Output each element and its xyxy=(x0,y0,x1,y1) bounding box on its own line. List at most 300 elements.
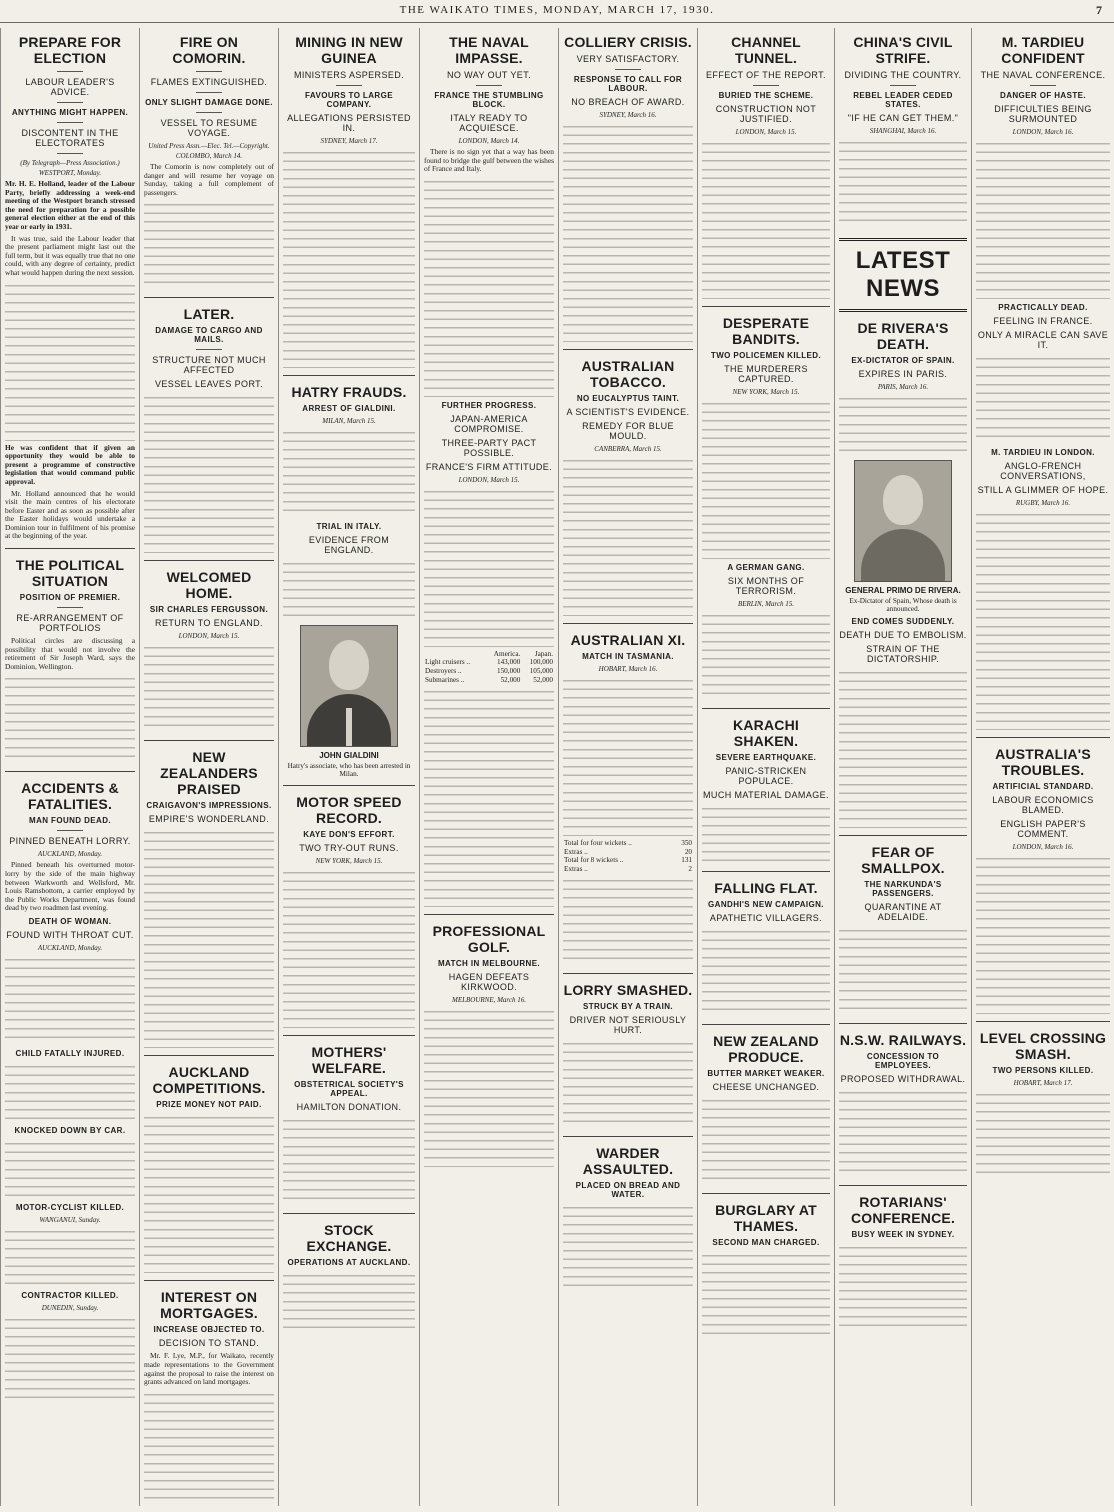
subhead: PANIC-STRICKEN POPULACE. xyxy=(725,766,807,786)
headline-warder-assaulted: WARDER ASSAULTED. xyxy=(582,1145,674,1178)
table-row xyxy=(563,856,693,865)
subhead: VERY SATISFACTORY. xyxy=(576,54,680,64)
dateline: LONDON, March 15. xyxy=(458,475,520,484)
subhead: FRANCE THE STUMBLING BLOCK. xyxy=(434,91,544,109)
article-text-block xyxy=(424,687,554,907)
article-text-block xyxy=(5,1062,135,1122)
subhead: MAN FOUND DEAD. xyxy=(29,816,111,826)
divider xyxy=(839,1023,967,1024)
headline-nz-produce: NEW ZEALAND PRODUCE. xyxy=(713,1033,819,1065)
article-text-block xyxy=(144,393,274,553)
headline-karachi-shaken: KARACHI SHAKEN. xyxy=(733,717,799,749)
subhead: SEVERE EARTHQUAKE. xyxy=(715,753,817,762)
subhead: ANGLO-FRENCH CONVERSATIONS, xyxy=(1000,461,1086,481)
headline-stock-exchange: STOCK EXCHANGE. xyxy=(306,1222,392,1254)
divider xyxy=(283,785,415,786)
subhead: CHILD FATALLY INJURED. xyxy=(15,1049,125,1058)
masthead xyxy=(0,0,1114,23)
article-text-block xyxy=(976,1090,1110,1180)
subhead: PROPOSED WITHDRAWAL. xyxy=(840,1074,966,1084)
article-text-block xyxy=(976,510,1110,730)
photo-caption-sub: Ex-Dictator of Spain, Whose death is announced. xyxy=(849,597,957,613)
article-text-block xyxy=(283,559,415,619)
dateline: RUGBY, March 16. xyxy=(1015,499,1071,507)
article-text-block xyxy=(839,138,967,228)
article-text-block xyxy=(5,281,135,441)
dateline: SYDNEY, March 16. xyxy=(599,111,657,119)
table-cell: 150,000 xyxy=(496,666,521,675)
headline-nsw-railways: N.S.W. RAILWAYS. xyxy=(839,1032,967,1048)
column-6 xyxy=(697,28,834,1506)
headline-tardieu-confident: M. TARDIEU CONFIDENT xyxy=(1001,34,1085,66)
article-text-block xyxy=(839,1243,967,1333)
divider xyxy=(144,1055,274,1056)
score-table xyxy=(563,839,693,873)
subhead: PINNED BENEATH LORRY. xyxy=(9,836,131,847)
portrait-tie xyxy=(346,708,352,746)
subhead: END COMES SUDDENLY. xyxy=(851,617,955,626)
divider xyxy=(196,349,222,350)
dateline: LONDON, March 15. xyxy=(735,128,797,136)
subhead: MUCH MATERIAL DAMAGE. xyxy=(703,790,829,800)
subhead: FOUND WITH THROAT CUT. xyxy=(6,930,134,940)
article-text-block xyxy=(976,354,1110,444)
subhead: ONLY A MIRACLE CAN SAVE IT. xyxy=(977,330,1109,350)
divider xyxy=(702,708,830,709)
divider xyxy=(702,1024,830,1025)
portrait-head xyxy=(883,475,923,525)
subhead: THE MURDERERS CAPTURED. xyxy=(724,364,808,384)
subhead: HAMILTON DONATION. xyxy=(296,1102,402,1112)
table-cell: 143,000 xyxy=(496,658,521,667)
credit: (By Telegraph—Press Association.) xyxy=(20,159,120,167)
subhead: MINISTERS ASPERSED. xyxy=(293,70,405,80)
table-row xyxy=(424,667,554,676)
subhead: PLACED ON BREAD AND WATER. xyxy=(575,1181,681,1200)
subhead: M. TARDIEU IN LONDON. xyxy=(991,448,1095,457)
table-row xyxy=(424,650,554,659)
headline-accidents: ACCIDENTS & FATALITIES. xyxy=(21,780,119,813)
article-text-block xyxy=(976,854,1110,1014)
subhead: LABOUR LEADER'S ADVICE. xyxy=(25,77,115,97)
divider xyxy=(563,623,693,624)
subhead: DEATH OF WOMAN. xyxy=(28,917,112,926)
headline-australias-troubles: AUSTRALIA'S TROUBLES. xyxy=(995,746,1091,778)
latest-news-banner: LATEST NEWS xyxy=(839,238,967,312)
table-cell: Submarines .. xyxy=(425,675,465,684)
dateline: LONDON, March 15. xyxy=(178,632,240,641)
subhead: QUARANTINE AT ADELAIDE. xyxy=(864,902,942,922)
divider xyxy=(424,914,554,915)
table-row xyxy=(563,848,693,857)
table-cell: Light cruisers .. xyxy=(425,658,471,667)
subhead: FRANCE'S FIRM ATTITUDE. xyxy=(425,461,553,472)
subhead: PRACTICALLY DEAD. xyxy=(998,303,1088,312)
article-text-block xyxy=(283,1116,415,1206)
article-text-block xyxy=(283,148,415,368)
subhead: NO BREACH OF AWARD. xyxy=(571,97,685,107)
divider xyxy=(5,771,135,772)
subhead: EMPIRE'S WONDERLAND. xyxy=(148,814,270,825)
dateline: LONDON, March 14. xyxy=(458,137,520,145)
article-text-block xyxy=(976,139,1110,299)
table-cell: Japan. xyxy=(534,649,553,658)
article-text-block xyxy=(702,804,830,864)
divider xyxy=(196,71,222,72)
subhead: STILL A GLIMMER OF HOPE. xyxy=(977,485,1109,495)
article-text-block xyxy=(144,643,274,733)
article-text-block xyxy=(563,122,693,342)
article-text-block xyxy=(563,876,693,966)
dateline: BERLIN, March 15. xyxy=(737,600,795,608)
subhead: RE-ARRANGEMENT OF PORTFOLIOS xyxy=(16,613,124,634)
article-text-block xyxy=(839,926,967,1016)
subhead: ANYTHING MIGHT HAPPEN. xyxy=(11,108,129,117)
lead-paragraph: He was confident that if given an opportunity they would be able to present a programme of constructive legislation that would command public approval. xyxy=(5,442,135,486)
divider xyxy=(476,85,502,86)
divider xyxy=(563,349,693,350)
headline-burglary-thames: BURGLARY AT THAMES. xyxy=(715,1202,817,1234)
article-text-block xyxy=(144,1390,274,1506)
headline-de-riveras-death: DE RIVERA'S DEATH. xyxy=(857,320,949,352)
table-row xyxy=(563,839,693,848)
article-text-block xyxy=(563,456,693,616)
subhead: ONLY SLIGHT DAMAGE DONE. xyxy=(145,98,273,107)
headline-hatry-frauds: HATRY FRAUDS. xyxy=(291,384,407,400)
subhead: "IF HE CAN GET THEM." xyxy=(847,113,959,123)
subhead: FAVOURS TO LARGE COMPANY. xyxy=(305,91,393,109)
divider xyxy=(563,973,693,974)
divider xyxy=(976,737,1110,738)
headline-political-situation: THE POLITICAL SITUATION xyxy=(15,557,125,590)
divider xyxy=(144,297,274,298)
article-paragraph: Mr. F. Lye, M.P., for Waikato, recently made representations to the Government against the proposal to raise the interest on grants advanced on land mortgages. xyxy=(144,1351,274,1387)
subhead: NO WAY OUT YET. xyxy=(446,70,532,80)
headline-desperate-bandits: DESPERATE BANDITS. xyxy=(722,315,810,347)
article-text-block xyxy=(424,1007,554,1167)
table-cell xyxy=(424,650,485,659)
column-1 xyxy=(0,28,139,1506)
headline-falling-flat: FALLING FLAT. xyxy=(714,880,818,896)
headline-interest-on-mortgages: INTEREST ON MORTGAGES. xyxy=(160,1289,258,1322)
table-cell: Total for four wickets .. xyxy=(564,839,632,847)
table-cell: Destroyers .. xyxy=(425,666,462,675)
subhead: CONSTRUCTION NOT JUSTIFIED. xyxy=(715,104,817,124)
dateline: WESTPORT, Monday. xyxy=(38,169,102,177)
subhead: KAYE DON'S EFFORT. xyxy=(303,830,395,839)
headline-mining-new-guinea: MINING IN NEW GUINEA xyxy=(295,34,403,66)
subhead: REBEL LEADER CEDED STATES. xyxy=(853,91,953,109)
divider xyxy=(890,85,916,86)
subhead: A SCIENTIST'S EVIDENCE. xyxy=(566,407,690,417)
article-paragraph: Pinned beneath his overturned motor-lorry by the side of the main highway between Warkworth and Wellsford, Mr. Louis Ramsbottom, a carrier employed by the Public Works Department, was found dead by two roadmen last evening. xyxy=(5,860,135,913)
divider xyxy=(144,1280,274,1281)
article-text-block xyxy=(702,1096,830,1186)
subhead: DISCONTENT IN THE ELECTORATES xyxy=(21,128,119,148)
subhead: A GERMAN GANG. xyxy=(727,563,805,572)
divider xyxy=(283,375,415,376)
article-text-block xyxy=(5,674,135,764)
table-cell: 131 xyxy=(681,856,692,865)
dateline: CANBERRA, March 15. xyxy=(594,445,662,453)
table-cell: 52,000 xyxy=(500,675,521,684)
divider xyxy=(57,71,83,72)
subhead: ARTIFICIAL STANDARD. xyxy=(992,782,1094,791)
subhead: HAGEN DEFEATS KIRKWOOD. xyxy=(448,972,530,993)
divider xyxy=(57,102,83,103)
subhead: APATHETIC VILLAGERS. xyxy=(709,913,823,923)
subhead: NO EUCALYPTUS TAINT. xyxy=(576,394,680,403)
headline-lorry-smashed: LORRY SMASHED. xyxy=(563,982,693,999)
subhead: CHEESE UNCHANGED. xyxy=(712,1082,820,1092)
photo-caption-sub: Hatry's associate, who has been arrested in Milan. xyxy=(287,762,411,778)
subhead: MOTOR-CYCLIST KILLED. xyxy=(15,1203,125,1212)
divider xyxy=(702,1193,830,1194)
article-text-block xyxy=(283,868,415,1028)
headline-auckland-competitions: AUCKLAND COMPETITIONS. xyxy=(152,1064,266,1097)
subhead: TWO PERSONS KILLED. xyxy=(992,1066,1094,1075)
portrait-photo xyxy=(854,460,952,582)
subhead: THREE-PARTY PACT POSSIBLE. xyxy=(441,437,537,458)
subhead: ALLEGATIONS PERSISTED IN. xyxy=(287,113,411,133)
lead-paragraph: Mr. H. E. Holland, leader of the Labour Party, briefly addressing a week-end meeting of the Westport branch stressed the need for preparation for a possible general election either at the end of this year or early in 1931. xyxy=(5,179,135,231)
subhead: STRUCK BY A TRAIN. xyxy=(582,1002,674,1012)
subhead: GANDHI'S NEW CAMPAIGN. xyxy=(708,900,824,909)
headline-channel-tunnel: CHANNEL TUNNEL. xyxy=(731,34,801,66)
article-paragraph: There is no sign yet that a way has been found to bridge the gulf between the wishes of France and Italy. xyxy=(424,147,554,174)
subhead: PRIZE MONEY NOT PAID. xyxy=(156,1100,262,1110)
divider xyxy=(839,835,967,836)
photo-caption: GENERAL PRIMO DE RIVERA. xyxy=(845,586,961,595)
divider xyxy=(336,85,362,86)
article-text-block xyxy=(5,955,135,1045)
dateline: COLOMBO, March 14. xyxy=(175,152,243,160)
photo-caption: JOHN GIALDINI xyxy=(319,751,379,760)
headline-motor-speed-record: MOTOR SPEED RECORD. xyxy=(296,794,402,826)
subhead: POSITION OF PREMIER. xyxy=(19,593,121,603)
divider xyxy=(1030,85,1056,86)
article-text-block xyxy=(5,1315,135,1405)
column-4 xyxy=(419,28,558,1506)
subhead: KNOCKED DOWN BY CAR. xyxy=(14,1126,126,1135)
headline-new-zealanders-praised: NEW ZEALANDERS PRAISED xyxy=(160,749,258,798)
headline-colliery-crisis: COLLIERY CRISIS. xyxy=(564,34,692,50)
article-text-block xyxy=(144,1113,274,1273)
subhead: STRAIN OF THE DICTATORSHIP. xyxy=(866,644,940,664)
portrait-photo xyxy=(300,625,398,747)
subhead: SIX MONTHS OF TERRORISM. xyxy=(727,576,805,596)
dateline: LONDON, March 16. xyxy=(1012,843,1074,851)
divider xyxy=(57,607,83,608)
divider xyxy=(5,548,135,549)
article-text-block xyxy=(839,1088,967,1178)
dateline: LONDON, March 16. xyxy=(1012,128,1074,136)
article-text-block xyxy=(563,1203,693,1293)
subhead: RETURN TO ENGLAND. xyxy=(155,618,263,629)
subhead: BUSY WEEK IN SYDNEY. xyxy=(851,1230,955,1239)
column-5 xyxy=(558,28,697,1506)
article-text-block xyxy=(144,828,274,1048)
article-paragraph: It was true, said the Labour leader that the present parliament might last out the full term, but it was equally true that no one could, with any degree of certainty, predict what would happen during the next session. xyxy=(5,233,135,277)
subhead: JAPAN-AMERICA COMPROMISE. xyxy=(450,413,528,434)
subhead: TWO TRY-OUT RUNS. xyxy=(299,843,399,853)
article-text-block xyxy=(702,611,830,701)
dateline: NEW YORK, March 15. xyxy=(732,388,800,396)
table-cell: 100,000 xyxy=(529,658,553,667)
table-cell: 350 xyxy=(681,839,692,847)
subhead: DECISION TO STAND. xyxy=(158,1338,260,1349)
subhead: DIFFICULTIES BEING SURMOUNTED xyxy=(994,104,1092,124)
divider xyxy=(753,85,779,86)
subhead: REMEDY FOR BLUE MOULD. xyxy=(582,421,674,441)
subhead: ARREST OF GIALDINI. xyxy=(302,404,396,413)
divider xyxy=(57,122,83,123)
column-7 xyxy=(834,28,971,1506)
divider xyxy=(283,1035,415,1036)
subhead: VESSEL LEAVES PORT. xyxy=(155,379,263,390)
subhead: BUTTER MARKET WEAKER. xyxy=(707,1069,825,1078)
divider xyxy=(563,1136,693,1137)
table-row xyxy=(563,865,693,874)
subhead: BURIED THE SCHEME. xyxy=(718,91,814,100)
subhead: MATCH IN MELBOURNE. xyxy=(437,959,541,969)
column-2 xyxy=(139,28,278,1506)
subhead: DRIVER NOT SERIOUSLY HURT. xyxy=(569,1015,687,1036)
dateline: AUCKLAND, Monday. xyxy=(37,850,103,859)
subhead: INCREASE OBJECTED TO. xyxy=(153,1325,265,1335)
dateline: AUCKLAND, Monday. xyxy=(37,944,103,952)
divider xyxy=(615,69,641,70)
subhead: RESPONSE TO CALL FOR LABOUR. xyxy=(573,75,683,93)
table-row xyxy=(424,658,554,667)
article-text-block xyxy=(424,177,554,397)
subhead: EX-DICTATOR OF SPAIN. xyxy=(851,356,955,365)
credit: United Press Assn.—Elec. Tel.—Copyright. xyxy=(148,142,270,150)
headline-rotarians-conference: ROTARIANS' CONFERENCE. xyxy=(850,1194,956,1226)
table-cell: 52,000 xyxy=(533,675,553,684)
table-cell: 2 xyxy=(688,864,692,873)
article-text-block xyxy=(5,1227,135,1287)
article-text-block xyxy=(702,139,830,299)
headline-naval-impasse: THE NAVAL IMPASSE. xyxy=(449,34,529,66)
subhead: MATCH IN TASMANIA. xyxy=(582,652,674,661)
article-text-block xyxy=(702,399,830,559)
table-cell: 20 xyxy=(684,847,692,856)
table-cell: 105,000 xyxy=(529,666,553,675)
column-8 xyxy=(971,28,1114,1506)
divider xyxy=(283,1213,415,1214)
subhead: TWO POLICEMEN KILLED. xyxy=(710,351,822,360)
headline-china-civil-strife: CHINA'S CIVIL STRIFE. xyxy=(853,34,953,66)
subhead: STRUCTURE NOT MUCH AFFECTED xyxy=(152,355,266,376)
divider xyxy=(839,1185,967,1186)
table-cell: Extras .. xyxy=(564,864,588,873)
article-text-block xyxy=(702,1251,830,1341)
portrait-head xyxy=(329,640,369,690)
divider xyxy=(976,1021,1110,1022)
dateline: MILAN, March 15. xyxy=(322,417,376,425)
divider xyxy=(57,830,83,831)
divider xyxy=(57,153,83,154)
column-3 xyxy=(278,28,419,1506)
table-cell: America. xyxy=(493,649,521,658)
headline-fire-on-comorin: FIRE ON COMORIN. xyxy=(172,34,246,66)
headline-prepare-for-election: PREPARE FOR ELECTION xyxy=(18,34,122,66)
subhead: DIVIDING THE COUNTRY. xyxy=(844,70,962,80)
headline-australian-tobacco: AUSTRALIAN TOBACCO. xyxy=(581,358,675,390)
headline-later: LATER. xyxy=(183,306,235,323)
dateline: HOBART, March 16. xyxy=(598,665,658,673)
article-paragraph: The Comorin is now completely out of danger and will resume her voyage on Sunday, taking a full complement of passengers. xyxy=(144,162,274,197)
dateline: HOBART, March 17. xyxy=(1013,1079,1073,1087)
article-text-block xyxy=(424,487,554,647)
headline-fear-of-smallpox: FEAR OF SMALLPOX. xyxy=(861,844,945,876)
subhead: OPERATIONS AT AUCKLAND. xyxy=(287,1258,411,1267)
article-text-block xyxy=(839,668,967,828)
dateline: SYDNEY, March 17. xyxy=(320,137,378,145)
article-text-block xyxy=(563,676,693,836)
subhead: FURTHER PROGRESS. xyxy=(441,400,537,410)
divider xyxy=(196,92,222,93)
subhead: ENGLISH PAPER'S COMMENT. xyxy=(1000,819,1086,839)
dateline: MELBOURNE, March 16. xyxy=(451,996,526,1005)
subhead: FEELING IN FRANCE. xyxy=(993,316,1093,326)
article-text-block xyxy=(283,1271,415,1331)
subhead: THE NAVAL CONFERENCE. xyxy=(980,70,1106,80)
table-cell: Extras .. xyxy=(564,847,588,856)
article-text-block xyxy=(839,394,967,454)
divider xyxy=(702,306,830,307)
page-number: 7 xyxy=(1096,3,1102,17)
subhead: THE NARKUNDA'S PASSENGERS. xyxy=(864,880,942,898)
subhead: CONCESSION TO EMPLOYEES. xyxy=(866,1052,940,1070)
subhead: CONTRACTOR KILLED. xyxy=(21,1291,119,1300)
subhead: FLAMES EXTINGUISHED. xyxy=(150,77,268,87)
subhead: DANGER OF HASTE. xyxy=(1000,91,1086,100)
headline-level-crossing-smash: LEVEL CROSSING SMASH. xyxy=(979,1030,1107,1062)
article-text-block xyxy=(5,1139,135,1199)
tonnage-table xyxy=(424,650,554,684)
headline-professional-golf: PROFESSIONAL GOLF. xyxy=(432,923,546,956)
dateline: SHANGHAI, March 16. xyxy=(869,127,937,135)
divider xyxy=(702,871,830,872)
subhead: OBSTETRICAL SOCIETY'S APPEAL. xyxy=(294,1080,404,1098)
divider xyxy=(144,560,274,561)
article-paragraph: Mr. Holland announced that he would visit the main centres of his electorate before Easter and as soon as possible after the Easter holidays would undertake a Dominion tour in fulfilment of his promise at the beginning of the year. xyxy=(5,488,135,541)
dateline: WANGANUI, Sunday. xyxy=(39,1216,101,1224)
dateline: DUNEDIN, Sunday. xyxy=(41,1304,99,1312)
article-paragraph: Political circles are discussing a possibility that would not involve the retirement of Sir Joseph Ward, says the Dominion, Wellington. xyxy=(5,636,135,671)
subhead: SECOND MAN CHARGED. xyxy=(712,1238,820,1247)
subhead: EVIDENCE FROM ENGLAND. xyxy=(308,535,390,555)
divider xyxy=(196,112,222,113)
subhead: LABOUR ECONOMICS BLAMED. xyxy=(992,795,1094,815)
article-text-block xyxy=(563,1039,693,1129)
dateline: NEW YORK, March 15. xyxy=(315,857,383,865)
table-row xyxy=(424,676,554,685)
dateline: PARIS, March 16. xyxy=(877,383,929,391)
masthead-title: THE WAIKATO TIMES, MONDAY, MARCH 17, 1930. xyxy=(399,4,715,16)
article-text-block xyxy=(144,200,274,290)
headline-welcomed-home: WELCOMED HOME. xyxy=(166,569,252,602)
subhead: CRAIGAVON'S IMPRESSIONS. xyxy=(146,801,272,811)
subhead: DEATH DUE TO EMBOLISM. xyxy=(839,630,967,640)
subhead: EFFECT OF THE REPORT. xyxy=(706,70,826,80)
article-text-block xyxy=(283,428,415,518)
portrait-shoulders xyxy=(861,529,945,581)
table-cell: Total for 8 wickets .. xyxy=(564,856,624,865)
article-text-block xyxy=(702,927,830,1017)
